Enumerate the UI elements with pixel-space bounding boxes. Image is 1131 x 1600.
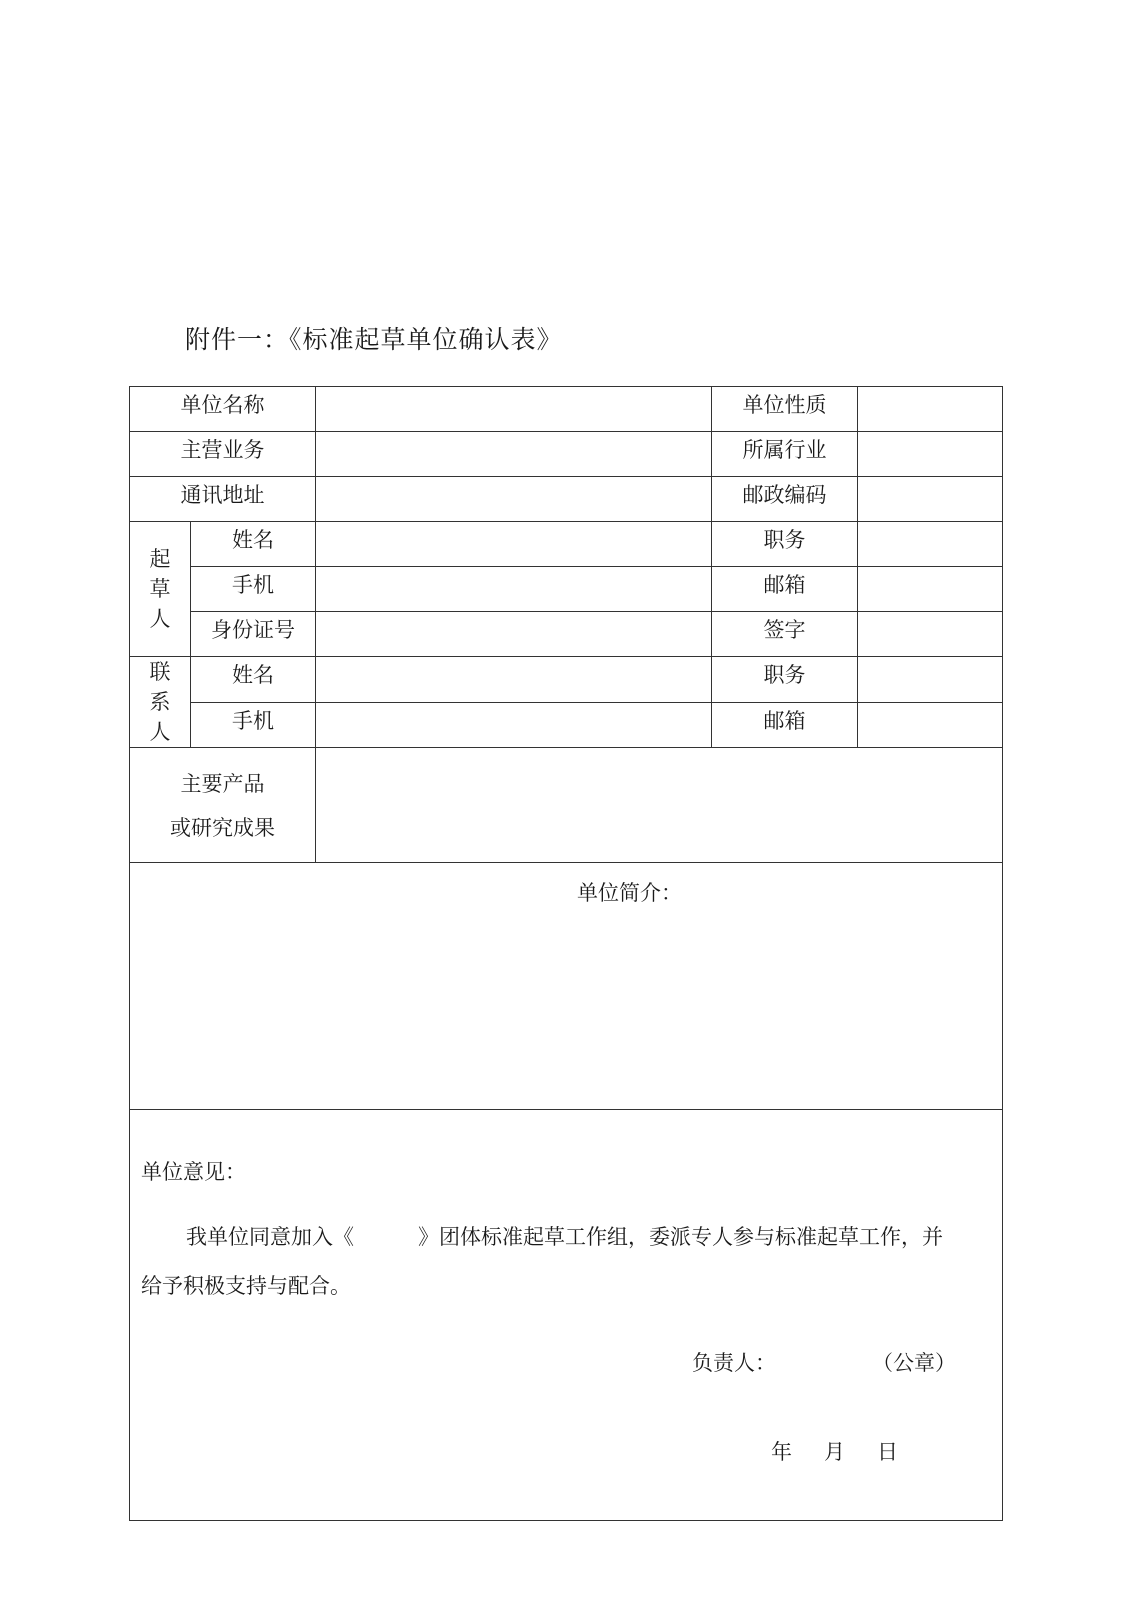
row-intro[interactable] bbox=[130, 863, 1003, 1110]
unit-name-label-cell bbox=[130, 387, 316, 432]
drafter-signature-label: 签字 bbox=[763, 618, 806, 642]
contact-email-label-cell bbox=[712, 702, 858, 748]
row-contact-phone bbox=[130, 702, 1003, 748]
opinion-label: 单位意见： bbox=[141, 1160, 246, 1184]
products-label-line2: 或研究成果 bbox=[170, 816, 275, 840]
seal-label: （公章） bbox=[872, 1351, 956, 1375]
drafter-group-char: 人 bbox=[149, 607, 171, 631]
postcode-label: 邮政编码 bbox=[742, 483, 827, 507]
contact-group-label bbox=[130, 657, 191, 748]
row-main-business bbox=[130, 432, 1003, 477]
drafter-id-field[interactable] bbox=[316, 612, 712, 657]
address-field[interactable] bbox=[316, 477, 712, 522]
drafter-email-label: 邮箱 bbox=[763, 573, 806, 597]
postcode-field[interactable] bbox=[858, 477, 1003, 522]
unit-name-field[interactable] bbox=[316, 387, 712, 432]
contact-position-field[interactable] bbox=[858, 657, 1003, 703]
industry-field[interactable] bbox=[858, 432, 1003, 477]
drafter-group-char: 草 bbox=[149, 577, 171, 601]
drafter-signature-label-cell bbox=[712, 612, 858, 657]
contact-name-label-cell bbox=[191, 657, 316, 703]
contact-phone-field[interactable] bbox=[316, 702, 712, 748]
unit-nature-label: 单位性质 bbox=[742, 393, 827, 417]
main-business-label: 主营业务 bbox=[180, 438, 265, 462]
drafter-phone-label: 手机 bbox=[232, 573, 274, 597]
unit-name-label: 单位名称 bbox=[180, 393, 265, 417]
month-label: 月 bbox=[824, 1440, 845, 1464]
confirmation-form-table bbox=[129, 386, 1003, 1521]
opinion-text-part1: 我单位同意加入《 bbox=[186, 1225, 354, 1249]
intro-field[interactable] bbox=[130, 863, 1003, 1110]
opinion-statement-line2: 给予积极支持与配合。 bbox=[141, 1274, 351, 1298]
drafter-id-label-cell bbox=[191, 612, 316, 657]
drafter-name-field[interactable] bbox=[316, 522, 712, 567]
drafter-name-label-cell bbox=[191, 522, 316, 567]
products-field[interactable] bbox=[316, 748, 1003, 863]
opinion-statement-line1 bbox=[186, 1221, 943, 1251]
year-label: 年 bbox=[771, 1440, 792, 1464]
unit-nature-field[interactable] bbox=[858, 387, 1003, 432]
opinion-cell bbox=[130, 1110, 1003, 1521]
drafter-email-field[interactable] bbox=[858, 567, 1003, 612]
contact-group-char: 人 bbox=[149, 720, 171, 744]
intro-label: 单位简介： bbox=[577, 881, 682, 905]
products-label bbox=[130, 748, 315, 850]
drafter-email-label-cell bbox=[712, 567, 858, 612]
address-label: 通讯地址 bbox=[180, 483, 265, 507]
unit-nature-label-cell bbox=[712, 387, 858, 432]
drafter-group-char: 起 bbox=[149, 547, 171, 571]
responsible-label: 负责人： bbox=[692, 1351, 776, 1375]
postcode-label-cell bbox=[712, 477, 858, 522]
contact-email-field[interactable] bbox=[858, 702, 1003, 748]
drafter-position-label: 职务 bbox=[763, 528, 806, 552]
address-label-cell bbox=[130, 477, 316, 522]
products-label-cell bbox=[130, 748, 316, 863]
drafter-signature-field[interactable] bbox=[858, 612, 1003, 657]
signature-line bbox=[692, 1347, 956, 1377]
industry-label: 所属行业 bbox=[742, 438, 827, 462]
contact-name-label: 姓名 bbox=[232, 663, 274, 687]
row-unit-name bbox=[130, 387, 1003, 432]
row-contact-name bbox=[130, 657, 1003, 703]
page-title: 附件一：《标准起草单位确认表》 bbox=[185, 325, 563, 354]
products-label-line1: 主要产品 bbox=[180, 772, 265, 796]
date-line bbox=[771, 1436, 930, 1466]
row-opinion bbox=[130, 1110, 1003, 1521]
drafter-id-label: 身份证号 bbox=[211, 618, 295, 642]
drafter-phone-label-cell bbox=[191, 567, 316, 612]
contact-position-label: 职务 bbox=[763, 663, 806, 687]
row-products bbox=[130, 748, 1003, 863]
drafter-position-field[interactable] bbox=[858, 522, 1003, 567]
row-drafter-name bbox=[130, 522, 1003, 567]
drafter-name-label: 姓名 bbox=[232, 528, 274, 552]
opinion-content bbox=[130, 1110, 1002, 1520]
drafter-position-label-cell bbox=[712, 522, 858, 567]
drafter-group-label bbox=[130, 522, 191, 657]
industry-label-cell bbox=[712, 432, 858, 477]
day-label: 日 bbox=[877, 1440, 898, 1464]
contact-name-field[interactable] bbox=[316, 657, 712, 703]
row-drafter-phone bbox=[130, 567, 1003, 612]
drafter-phone-field[interactable] bbox=[316, 567, 712, 612]
row-drafter-id bbox=[130, 612, 1003, 657]
contact-phone-label-cell bbox=[191, 702, 316, 748]
opinion-text-part2: 》团体标准起草工作组，委派专人参与标准起草工作，并 bbox=[418, 1225, 943, 1249]
contact-group-char: 系 bbox=[149, 690, 171, 714]
row-address bbox=[130, 477, 1003, 522]
contact-position-label-cell bbox=[712, 657, 858, 703]
main-business-label-cell bbox=[130, 432, 316, 477]
contact-email-label: 邮箱 bbox=[763, 708, 806, 733]
contact-group-char: 联 bbox=[149, 660, 171, 684]
contact-phone-label: 手机 bbox=[232, 708, 274, 733]
main-business-field[interactable] bbox=[316, 432, 712, 477]
